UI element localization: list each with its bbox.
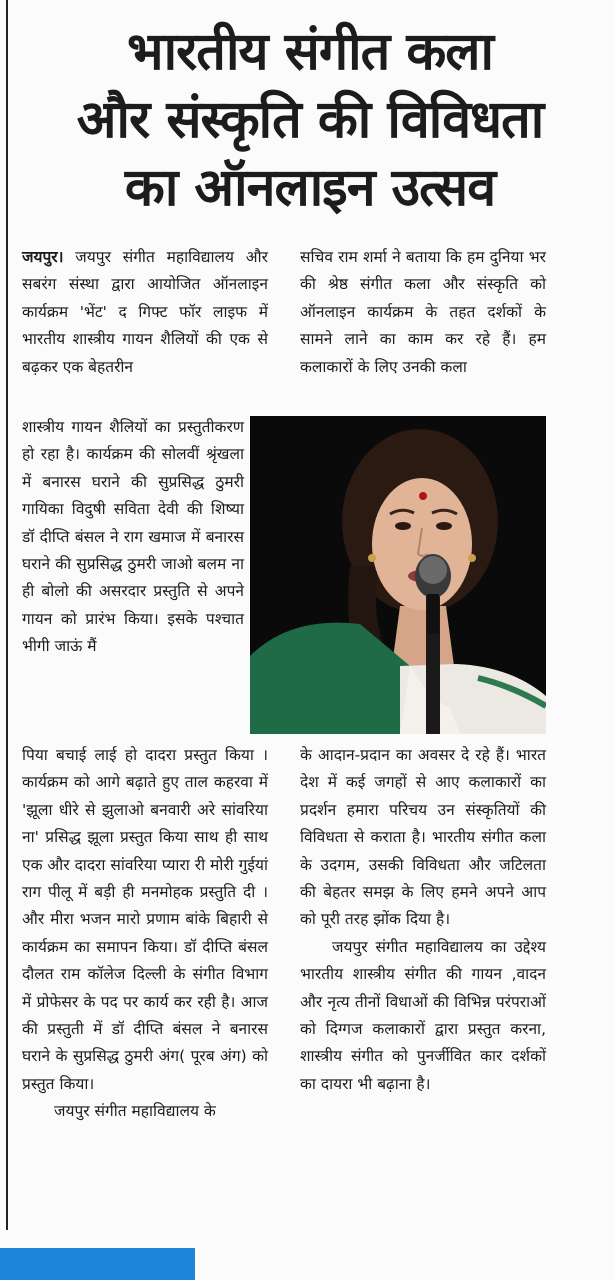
article-right-bottom	[300, 742, 546, 1098]
singer-photo	[250, 416, 546, 734]
bottom-bar	[0, 1248, 195, 1280]
headline-line-2: और संस्कृति की विविधता	[76, 90, 544, 150]
headline	[20, 18, 600, 222]
article-text-right-bottom-1: के आदान-प्रदान का अवसर दे रहे हैं। भारत देश में कई जगहों से आए कलाकारों का प्रदर्शन हमारा परिचय उन संस्कृतियों की विविधता से कराता है। भारतीय संगीत कला के उदगम, उसकी विविधता और जटिलता की बेहतर समझ के लिए हमने अपने आप को पूरी तरह झोंक दिया है।	[300, 746, 546, 929]
article-text-left-last: जयपुर संगीत महाविद्यालय के	[54, 1102, 216, 1121]
article-text-left-top: जयपुर संगीत महाविद्यालय और सबरंग संस्था द्वारा आयोजित ऑनलाइन कार्यक्रम 'भेंट' द गिफ्ट फॉर लाइफ में भारतीय शास्त्रीय गायन शैलियों की एक से बढ़कर एक बेहतरीन	[22, 248, 268, 376]
article-right-top	[300, 244, 546, 381]
article-left-mid	[22, 414, 244, 661]
article-text-right-top: सचिव राम शर्मा ने बताया कि हम दुनिया भर की श्रेष्ठ संगीत कला और संस्कृति को ऑनलाइन कार्यक्रम के तहत दर्शकों के सामने लाने का काम कर रहे हैं। हम कलाकारों के लिए उनकी कला	[300, 248, 546, 376]
headline-line-3: का ऑनलाइन उत्सव	[124, 158, 496, 218]
column-rule	[6, 0, 8, 1230]
article-left-top	[22, 244, 268, 381]
dateline: जयपुर।	[22, 248, 64, 266]
headline-line-1: भारतीय संगीत कला	[127, 22, 493, 82]
article-text-right-bottom-2: जयपुर संगीत महाविद्यालय का उद्देश्य भारतीय शास्त्रीय संगीत की गायन ,वादन और नृत्य तीनों विधाओं की विभिन्न परंपराओं को दिग्गज कलाकारों द्वारा प्रस्तुत करना, शास्त्रीय संगीत को पुनर्जीवित कार दर्शकों का दायरा भी बढ़ाना है।	[300, 937, 546, 1093]
article-text-left-bottom: पिया बचाई लाई हो दादरा प्रस्तुत किया । कार्यक्रम को आगे बढ़ाते हुए ताल कहरवा में 'झूला धीरे से झुलाओ बनवारी अरे सांवरिया ना' प्रसिद्ध झूला प्रस्तुत किया साथ ही साथ एक और दादरा सांवरिया प्यारा री मोरी गुईयां राग पीलू में बड़ी ही मनमोहक प्रस्तुति दी । और मीरा भजन मारो प्रणाम बांके बिहारी से कार्यक्रम का समापन किया। डॉ दीप्ति बंसल दौलत राम कॉलेज दिल्ली के संगीत विभाग में प्रोफेसर के पद पर कार्य कर रही है। आज की प्रस्तुती में डॉ दीप्ति बंसल ने बनारस घराने के सुप्रसिद्ध ठुमरी अंग( पूरब अंग) को प्रस्तुत किया।	[22, 746, 268, 1093]
article-text-left-mid: शास्त्रीय गायन शैलियों का प्रस्तुतीकरण हो रहा है। कार्यक्रम की सोलवीं श्रृंखला में बनारस घराने की सुप्रसिद्ध ठुमरी गायिका विदुषी सविता देवी की शिष्या डॉ दीप्ति बंसल ने राग खमाज में बनारस घराने की सुप्रसिद्ध ठुमरी जाओ बलम ना ही बोलो की असरदार प्रस्तुति से अपने गायन को प्रारंभ किया। इसके पश्चात भीगी जाऊं मैं	[22, 418, 244, 656]
article-left-bottom	[22, 742, 268, 1126]
